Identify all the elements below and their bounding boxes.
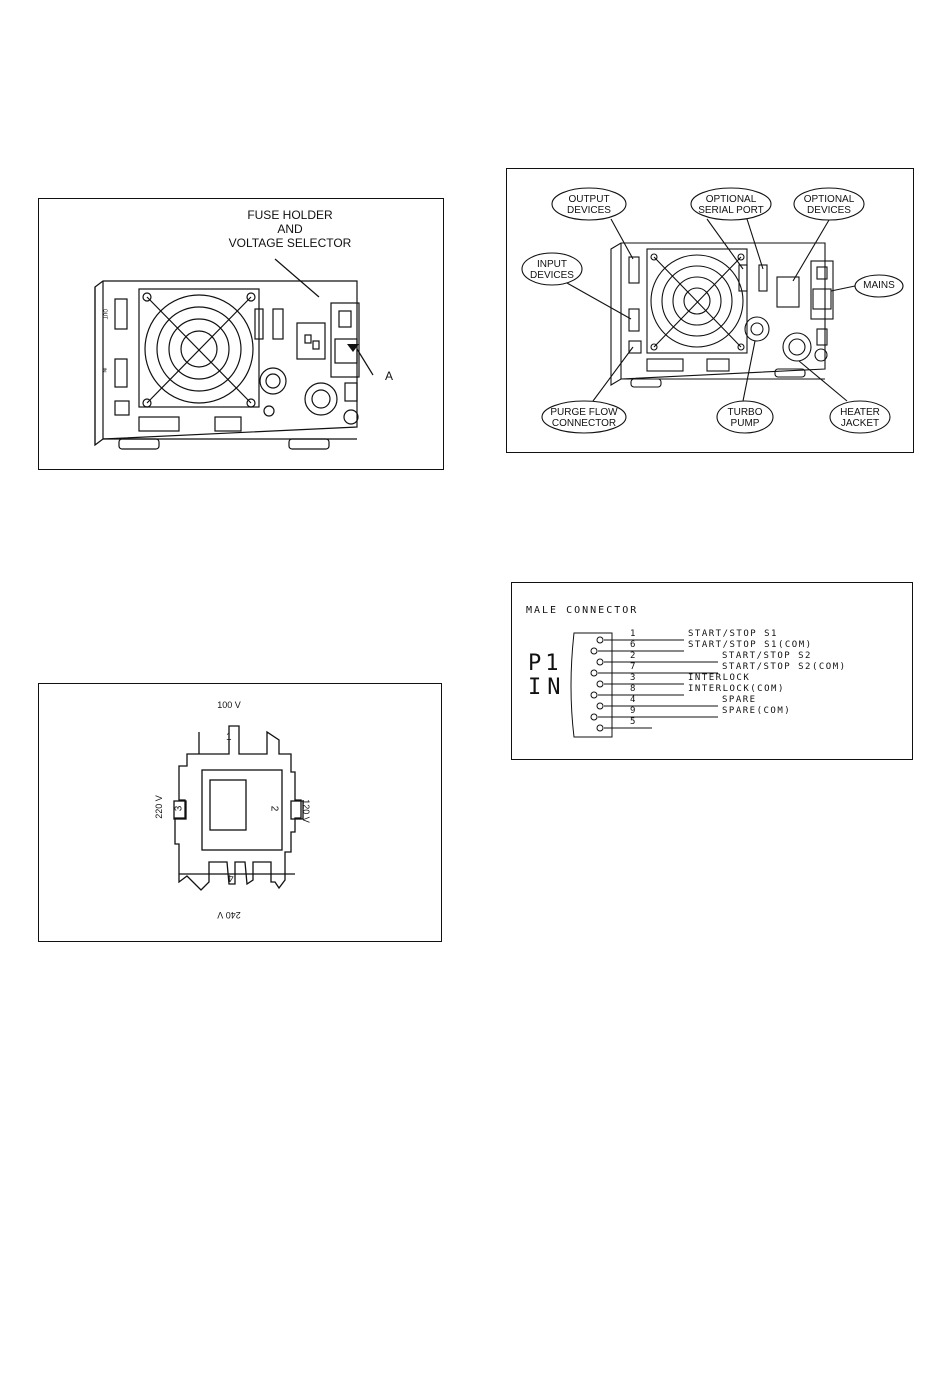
optional-devices-label — [794, 194, 864, 216]
purge-flow-line2: CONNECTOR — [551, 418, 617, 429]
voltage-selector-drawing — [39, 684, 443, 943]
fuse-holder-figure — [38, 198, 444, 470]
purge-flow-connector-label — [542, 407, 626, 429]
pin-signal: INTERLOCK(COM) — [688, 684, 785, 694]
port-direction-label: IN — [528, 675, 567, 700]
input-devices-label — [522, 259, 582, 281]
position-2-label: 2 — [268, 805, 280, 812]
port-out-label: OUT — [101, 308, 108, 320]
pin-signal: SPARE(COM) — [722, 706, 792, 716]
pin-signal: SPARE — [722, 695, 757, 705]
heater-jacket-label — [830, 407, 890, 429]
optional-serial-port-line1: OPTIONAL — [705, 194, 757, 205]
voltage-selector-figure — [38, 683, 442, 942]
pin-signal: START/STOP S2 — [722, 651, 812, 661]
position-4-label: 4 — [228, 872, 234, 883]
output-devices-line1: OUTPUT — [568, 194, 610, 205]
marker-a-label: A — [385, 369, 394, 383]
pin-signal: INTERLOCK — [688, 673, 751, 683]
heater-jacket-line2: JACKET — [840, 418, 880, 429]
position-1-label: 1 — [226, 732, 232, 743]
pin-number: 9 — [630, 706, 636, 716]
pin-number: 6 — [630, 640, 636, 650]
optional-serial-port-label — [691, 194, 771, 216]
purge-flow-line1: PURGE FLOW — [550, 407, 618, 418]
pin-signal: START/STOP S1(COM) — [688, 640, 813, 650]
mains-label: MAINS — [863, 280, 895, 291]
pin-number: 7 — [630, 662, 636, 672]
male-connector-figure — [511, 582, 913, 760]
turbo-pump-line1: TURBO — [727, 407, 763, 418]
voltage-left-label: 220 V — [154, 795, 164, 819]
fuse-callout-line3: VOLTAGE SELECTOR — [228, 236, 352, 250]
input-devices-line1: INPUT — [537, 259, 567, 270]
pin-number: 4 — [630, 695, 636, 705]
pin-number: 8 — [630, 684, 636, 694]
connector-title: MALE CONNECTOR — [526, 605, 639, 616]
pin-number: 2 — [630, 651, 636, 661]
voltage-right-label: 120 V — [301, 799, 311, 823]
output-devices-label — [552, 194, 626, 216]
turbo-pump-line2: PUMP — [730, 418, 760, 429]
rear-panel-figure — [506, 168, 914, 453]
optional-devices-line1: OPTIONAL — [803, 194, 855, 205]
pin-number: 5 — [630, 717, 636, 727]
optional-devices-line2: DEVICES — [807, 205, 851, 216]
fuse-callout-line1: FUSE HOLDER — [247, 208, 333, 222]
position-3-label: 3 — [173, 805, 185, 812]
voltage-top-label: 100 V — [217, 700, 241, 710]
heater-jacket-line1: HEATER — [840, 407, 880, 418]
port-in-label: IN — [100, 367, 107, 373]
output-devices-line2: DEVICES — [567, 205, 611, 216]
input-devices-line2: DEVICES — [530, 270, 574, 281]
optional-serial-port-line2: SERIAL PORT — [698, 205, 764, 216]
pin-signal: START/STOP S2(COM) — [722, 662, 847, 672]
pin-signal: START/STOP S1 — [688, 629, 778, 639]
voltage-bottom-label: 240 V — [217, 910, 241, 920]
pin-number: 1 — [630, 629, 636, 639]
turbo-pump-label — [717, 407, 773, 429]
fuse-callout-line2: AND — [277, 222, 303, 236]
port-name-label: P1 — [528, 651, 563, 676]
pin-number: 3 — [630, 673, 636, 683]
